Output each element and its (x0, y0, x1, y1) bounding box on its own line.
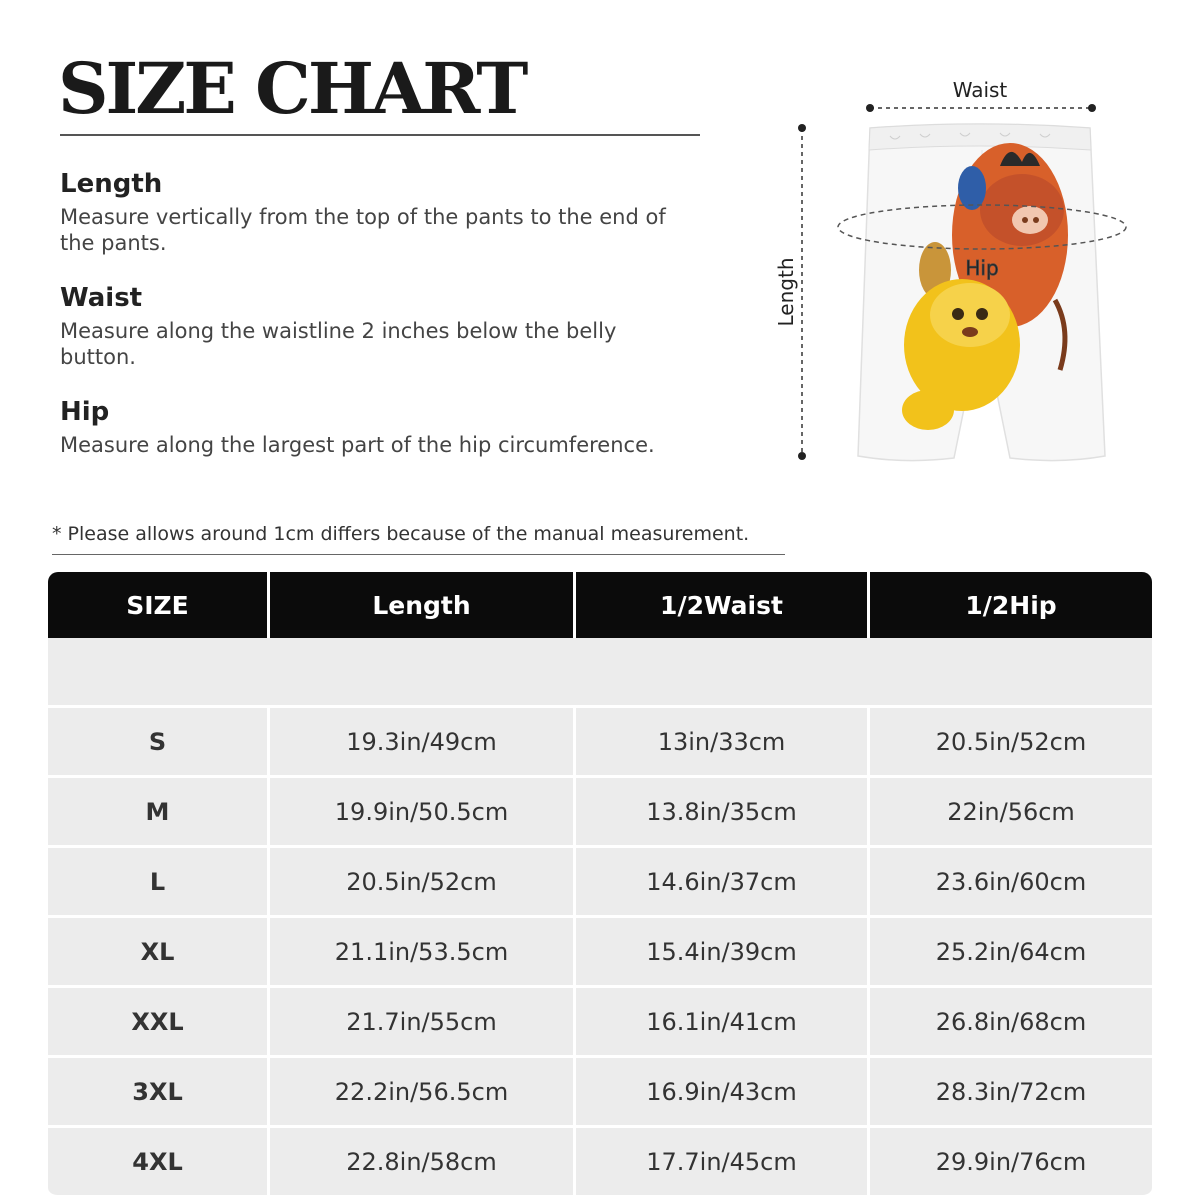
waist-label: Waist (952, 78, 1008, 102)
hip-cell: 28.3in/72cm (870, 1058, 1152, 1128)
size-table (48, 572, 1152, 1198)
table-row (48, 988, 1152, 1058)
hip-cell: 26.8in/68cm (870, 988, 1152, 1058)
waist-cell: 16.1in/41cm (576, 988, 870, 1058)
waist-cell: 14.6in/37cm (576, 848, 870, 918)
waist-measure-line (866, 104, 1096, 112)
header-half-waist: 1/2Waist (576, 572, 870, 638)
size-cell: S (48, 708, 270, 778)
length-heading: Length (60, 169, 163, 199)
hip-cell: 20.5in/52cm (870, 708, 1152, 778)
size-cell: 3XL (48, 1058, 270, 1128)
length-cell: 22.2in/56.5cm (270, 1058, 576, 1128)
waist-heading: Waist (60, 283, 143, 313)
hip-description: Measure along the largest part of the hip circumference. (60, 433, 655, 457)
hip-label: Hip (965, 256, 999, 280)
length-cell: 21.7in/55cm (270, 988, 576, 1058)
waist-cell: 16.9in/43cm (576, 1058, 870, 1128)
size-cell: L (48, 848, 270, 918)
spacer-cell (48, 638, 1152, 708)
table-row (48, 708, 1152, 778)
table-row (48, 918, 1152, 988)
table-header-row (48, 572, 1152, 638)
size-cell: 4XL (48, 1128, 270, 1198)
length-label: Length (774, 257, 798, 327)
header-half-hip: 1/2Hip (870, 572, 1152, 638)
length-section (60, 168, 680, 256)
size-cell: XL (48, 918, 270, 988)
measurement-note: * Please allows around 1cm differs because of the manual measurement. (52, 523, 750, 545)
hip-cell: 25.2in/64cm (870, 918, 1152, 988)
waist-cell: 13in/33cm (576, 708, 870, 778)
length-cell: 20.5in/52cm (270, 848, 576, 918)
length-cell: 19.3in/49cm (270, 708, 576, 778)
table-row (48, 1058, 1152, 1128)
size-cell: XXL (48, 988, 270, 1058)
length-description: Measure vertically from the top of the pants to the end of the pants. (60, 205, 666, 255)
header-size: SIZE (48, 572, 270, 638)
hip-cell: 23.6in/60cm (870, 848, 1152, 918)
note-divider (52, 554, 785, 555)
hip-cell: 22in/56cm (870, 778, 1152, 848)
page-title: SIZE CHART (58, 47, 526, 130)
header-length: Length (270, 572, 576, 638)
shorts-diagram (760, 70, 1160, 480)
length-measure-line (798, 124, 806, 460)
table-row (48, 848, 1152, 918)
table-spacer (48, 638, 1152, 708)
waist-cell: 13.8in/35cm (576, 778, 870, 848)
hip-cell: 29.9in/76cm (870, 1128, 1152, 1198)
length-cell: 22.8in/58cm (270, 1128, 576, 1198)
length-cell: 21.1in/53.5cm (270, 918, 576, 988)
size-cell: M (48, 778, 270, 848)
hip-heading: Hip (60, 397, 110, 427)
waist-description: Measure along the waistline 2 inches below the belly button. (60, 319, 617, 369)
waist-cell: 17.7in/45cm (576, 1128, 870, 1198)
table-row (48, 778, 1152, 848)
length-cell: 19.9in/50.5cm (270, 778, 576, 848)
hip-section (60, 396, 680, 458)
table-row (48, 1128, 1152, 1198)
waist-cell: 15.4in/39cm (576, 918, 870, 988)
title-divider (60, 134, 700, 136)
waist-section (60, 282, 680, 370)
